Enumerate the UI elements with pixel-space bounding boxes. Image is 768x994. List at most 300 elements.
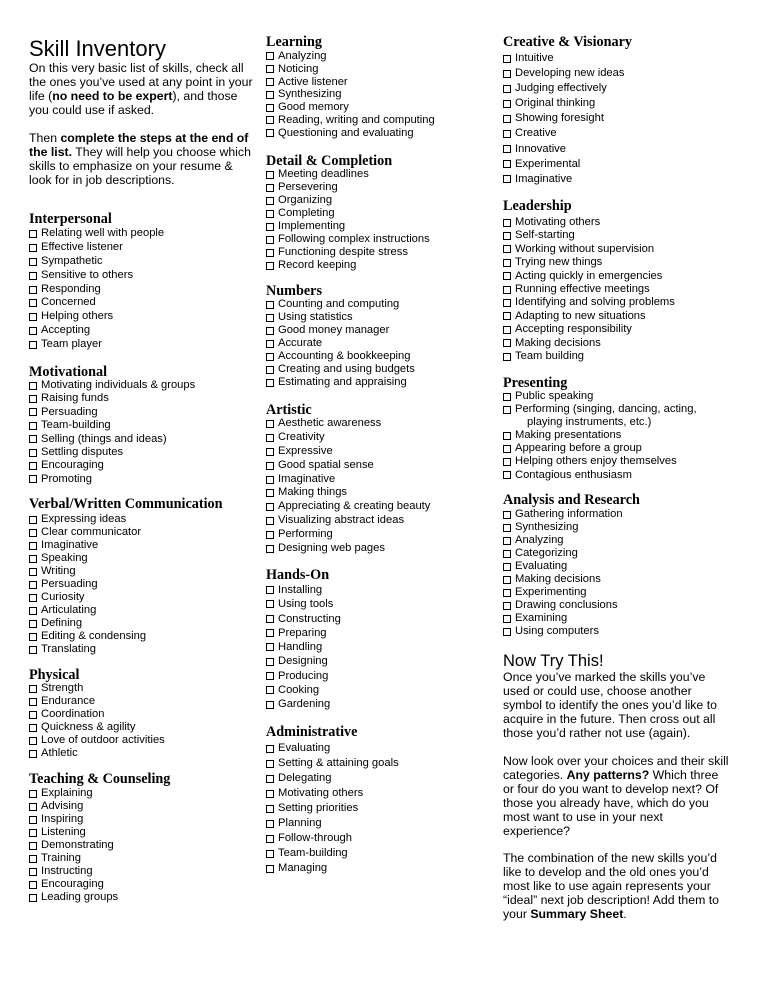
page-title: Skill Inventory (29, 36, 166, 61)
checkbox[interactable] (266, 701, 274, 709)
list-item-label: Sympathetic (41, 254, 103, 267)
checkbox[interactable] (266, 476, 274, 484)
checkbox[interactable] (29, 258, 37, 266)
checkbox[interactable] (266, 531, 274, 539)
list-item (266, 846, 399, 861)
checkbox[interactable] (29, 516, 37, 524)
checkbox[interactable] (29, 272, 37, 280)
checkbox[interactable] (503, 326, 511, 334)
list-item (503, 586, 623, 599)
checkbox[interactable] (503, 406, 511, 414)
list-item (266, 431, 430, 445)
checkbox[interactable] (266, 210, 274, 218)
checkbox[interactable] (29, 620, 37, 628)
list-item-label: Good memory (278, 101, 349, 114)
list-item-label: Visualizing abstract ideas (278, 514, 405, 527)
list-analysis-research (503, 508, 623, 638)
list-item-label: Creative (515, 127, 557, 140)
list-item (29, 826, 118, 839)
checkbox[interactable] (29, 313, 37, 321)
list-item (503, 469, 697, 482)
checkbox[interactable] (29, 542, 37, 550)
checkbox[interactable] (29, 737, 37, 745)
checkbox[interactable] (29, 449, 37, 457)
list-item-label: Handling (278, 641, 323, 654)
checkbox[interactable] (29, 568, 37, 576)
list-item-label: Performing (singing, dancing, acting, (515, 403, 697, 416)
list-item-label: Innovative (515, 142, 566, 155)
list-item-label: Estimating and appraising (278, 376, 407, 388)
checkbox[interactable] (29, 435, 37, 443)
list-item-label: Coordination (41, 708, 105, 720)
checkbox[interactable] (29, 286, 37, 294)
list-item-label: Team player (41, 338, 102, 351)
checkbox[interactable] (29, 462, 37, 470)
checkbox[interactable] (266, 129, 274, 137)
list-item-label: Instructing (41, 865, 93, 877)
list-item-label: Creating and using budgets (278, 363, 415, 375)
list-item-label: Making decisions (515, 336, 601, 349)
checkbox[interactable] (503, 445, 511, 453)
checkbox[interactable] (503, 628, 511, 636)
list-item (29, 565, 146, 578)
section-heading-leadership: Leadership (503, 198, 572, 214)
checkbox[interactable] (266, 586, 274, 594)
checkbox[interactable] (503, 130, 511, 138)
checkbox[interactable] (503, 145, 511, 153)
list-item-label: Noticing (278, 62, 319, 75)
list-item-label: Implementing (278, 220, 346, 232)
list-item-label: Relating well with people (41, 227, 165, 239)
list-item-label: Constructing (278, 612, 341, 625)
list-item-label: Good spatial sense (278, 458, 374, 471)
list-item-label: Concerned (41, 296, 96, 309)
checkbox[interactable] (266, 65, 274, 73)
list-item (503, 323, 675, 336)
checkbox[interactable] (29, 244, 37, 252)
list-item (503, 126, 624, 141)
list-item (503, 521, 623, 534)
checkbox[interactable] (266, 600, 274, 608)
list-item-label: Categorizing (515, 547, 578, 559)
list-item (503, 455, 697, 468)
list-item (503, 508, 623, 521)
list-item (29, 800, 118, 813)
checkbox[interactable] (29, 475, 37, 483)
checkbox[interactable] (503, 458, 511, 466)
list-item (29, 392, 195, 405)
checkbox[interactable] (29, 711, 37, 719)
checkbox[interactable] (503, 175, 511, 183)
checkbox[interactable] (29, 894, 37, 902)
checkbox[interactable] (266, 116, 274, 124)
section-heading-numbers: Numbers (266, 283, 322, 299)
checkbox[interactable] (266, 790, 274, 798)
checkbox[interactable] (503, 100, 511, 108)
list-item-label: Judging effectively (515, 82, 607, 95)
list-item-label: Settling disputes (41, 445, 124, 458)
list-item-label: Self-starting (515, 229, 575, 242)
checkbox[interactable] (29, 422, 37, 430)
list-item-label: Experimenting (515, 586, 587, 598)
list-item-label: Appreciating & creating beauty (278, 500, 431, 513)
list-item (29, 406, 195, 419)
list-item (266, 597, 341, 611)
checkbox[interactable] (503, 353, 511, 361)
checkbox[interactable] (503, 393, 511, 401)
checkbox[interactable] (266, 104, 274, 112)
list-item (266, 756, 399, 771)
checkbox[interactable] (266, 353, 274, 361)
checkbox[interactable] (29, 581, 37, 589)
list-item-label: Functioning despite stress (278, 246, 408, 258)
list-item (266, 101, 435, 114)
checkbox[interactable] (266, 197, 274, 205)
checkbox[interactable] (29, 382, 37, 390)
checkbox[interactable] (29, 790, 37, 798)
list-item (29, 241, 164, 255)
list-item (29, 643, 146, 656)
checkbox[interactable] (29, 829, 37, 837)
list-item (266, 220, 430, 233)
list-item-label: Athletic (41, 747, 78, 759)
list-item-label: Examining (515, 612, 568, 624)
list-item-label: Imaginative (41, 539, 99, 551)
checkbox[interactable] (266, 672, 274, 680)
checkbox[interactable] (266, 805, 274, 813)
list-item (29, 513, 146, 526)
list-item (29, 459, 195, 472)
checkbox[interactable] (266, 835, 274, 843)
list-item (29, 446, 195, 459)
list-item-label: Encouraging (41, 459, 104, 472)
list-item (266, 816, 399, 831)
list-item-label: Preparing (278, 626, 327, 639)
list-item (503, 442, 697, 455)
checkbox[interactable] (266, 503, 274, 511)
list-item-label: Planning (278, 817, 322, 829)
checkbox[interactable] (503, 550, 511, 558)
checkbox[interactable] (503, 245, 511, 253)
checkbox[interactable] (29, 724, 37, 732)
checkbox[interactable] (503, 85, 511, 93)
checkbox[interactable] (503, 55, 511, 63)
checkbox[interactable] (503, 589, 511, 597)
checkbox[interactable] (29, 646, 37, 654)
checkbox[interactable] (266, 223, 274, 231)
checkbox[interactable] (266, 184, 274, 192)
list-item (266, 114, 435, 127)
checkbox[interactable] (29, 555, 37, 563)
checkbox[interactable] (266, 340, 274, 348)
list-item-label: Making presentations (515, 429, 622, 442)
checkbox[interactable] (503, 160, 511, 168)
checkbox[interactable] (29, 685, 37, 693)
checkbox[interactable] (266, 745, 274, 753)
checkbox[interactable] (29, 868, 37, 876)
section-heading-administrative: Administrative (266, 724, 358, 740)
list-item-label: Selling (things and ideas) (41, 432, 167, 445)
list-item-label: Listening (41, 826, 86, 838)
list-item (266, 786, 399, 801)
list-physical (29, 682, 165, 760)
checkbox[interactable] (29, 881, 37, 889)
checkbox[interactable] (29, 395, 37, 403)
list-item-label: Setting priorities (278, 802, 359, 814)
list-item-label: Setting & attaining goals (278, 757, 399, 769)
list-item (503, 229, 675, 242)
list-item-label: Helping others enjoy themselves (515, 455, 677, 468)
list-item-label: Experimental (515, 157, 581, 170)
section-heading-hands-on: Hands-On (266, 567, 330, 583)
list-item (29, 891, 118, 904)
checkbox[interactable] (29, 855, 37, 863)
list-item (266, 500, 430, 514)
checkbox[interactable] (29, 327, 37, 335)
checkbox[interactable] (266, 236, 274, 244)
list-item-label: Team building (515, 349, 585, 362)
checkbox[interactable] (503, 115, 511, 123)
checkbox[interactable] (266, 314, 274, 322)
list-item (29, 878, 118, 891)
list-item-label: Completing (278, 207, 335, 219)
list-leadership (503, 216, 675, 363)
list-item-label: Demonstrating (41, 839, 114, 851)
list-item-label: Encouraging (41, 878, 104, 890)
list-item-label: Performing (278, 528, 333, 541)
list-item-label: Translating (41, 643, 96, 655)
list-item-label: Managing (278, 862, 328, 874)
list-item-label: Team-building (41, 419, 111, 432)
checkbox[interactable] (266, 249, 274, 257)
checkbox[interactable] (266, 489, 274, 497)
checkbox[interactable] (266, 462, 274, 470)
checkbox[interactable] (503, 272, 511, 280)
checkbox[interactable] (503, 299, 511, 307)
checkbox[interactable] (503, 432, 511, 440)
list-item (29, 852, 118, 865)
list-item (29, 539, 146, 552)
list-item (266, 168, 430, 181)
section-heading-artistic: Artistic (266, 402, 312, 418)
section-heading-physical: Physical (29, 667, 80, 683)
checkbox[interactable] (266, 434, 274, 442)
list-item (266, 324, 415, 337)
checkbox[interactable] (266, 420, 274, 428)
list-item-label: Counting and computing (278, 298, 400, 310)
list-item-label: Analyzing (515, 534, 564, 546)
list-item (266, 63, 435, 76)
list-item-label: Questioning and evaluating (278, 126, 414, 139)
list-item-label: Expressing ideas (41, 513, 127, 525)
list-item-label: Accepting responsibility (515, 323, 632, 336)
list-item-label: Endurance (41, 695, 96, 707)
checkbox[interactable] (29, 750, 37, 758)
list-item (266, 311, 415, 324)
list-item-label: Evaluating (515, 560, 568, 572)
checkbox[interactable] (503, 563, 511, 571)
list-creative-visionary (503, 51, 624, 187)
list-item-label: Responding (41, 282, 101, 295)
list-item-label: Installing (278, 584, 323, 596)
checkbox[interactable] (266, 615, 274, 623)
checkbox[interactable] (266, 301, 274, 309)
checkbox[interactable] (29, 594, 37, 602)
checkbox[interactable] (29, 230, 37, 238)
list-item-label: Motivating others (278, 787, 364, 799)
checkbox[interactable] (29, 607, 37, 615)
list-item-label: Follow-through (278, 832, 352, 844)
list-item-label: Effective listener (41, 240, 123, 253)
list-item (266, 486, 430, 500)
list-item (29, 591, 146, 604)
checkbox[interactable] (266, 686, 274, 694)
list-item (503, 243, 675, 256)
list-item-label: Helping others (41, 310, 114, 323)
list-item (29, 379, 195, 392)
list-item (503, 157, 624, 172)
list-item-label: Organizing (278, 194, 333, 206)
checkbox[interactable] (503, 339, 511, 347)
checkbox[interactable] (266, 91, 274, 99)
list-item (503, 599, 623, 612)
list-item-label: Cooking (278, 684, 320, 697)
list-item-label: Persuading (41, 578, 98, 590)
checkbox[interactable] (266, 366, 274, 374)
list-item-label: Writing (41, 565, 76, 577)
section-heading-detail-completion: Detail & Completion (266, 153, 393, 169)
list-item (503, 337, 675, 350)
list-item (266, 801, 399, 816)
checkbox[interactable] (266, 545, 274, 553)
checkbox[interactable] (503, 70, 511, 78)
list-item (29, 255, 164, 269)
list-item (29, 433, 195, 446)
list-item (266, 259, 430, 272)
list-item (29, 296, 164, 310)
checkbox[interactable] (503, 471, 511, 479)
checkbox[interactable] (266, 658, 274, 666)
list-item (29, 865, 118, 878)
checkbox[interactable] (29, 816, 37, 824)
list-item-label: Explaining (41, 787, 93, 799)
list-item-label: playing instruments, etc.) (527, 416, 652, 429)
list-item-label: Using statistics (278, 311, 353, 323)
list-item-label: Curiosity (41, 591, 85, 603)
checkbox[interactable] (266, 820, 274, 828)
checkbox[interactable] (266, 262, 274, 270)
checkbox[interactable] (503, 524, 511, 532)
list-item-label: Meeting deadlines (278, 168, 369, 180)
list-item (503, 403, 697, 416)
checkbox[interactable] (503, 259, 511, 267)
list-item-label: Clear communicator (41, 526, 142, 538)
list-item-label: Gardening (278, 698, 331, 711)
checkbox[interactable] (503, 615, 511, 623)
checkbox[interactable] (266, 327, 274, 335)
list-item (266, 350, 415, 363)
list-item-label: Appearing before a group (515, 442, 642, 455)
list-item-label: Public speaking (515, 390, 594, 402)
now-try-this-heading: Now Try This! (503, 652, 604, 670)
list-item-label: Designing (278, 655, 328, 668)
checkbox[interactable] (29, 529, 37, 537)
checkbox[interactable] (29, 299, 37, 307)
checkbox[interactable] (266, 850, 274, 858)
checkbox[interactable] (266, 629, 274, 637)
checkbox[interactable] (503, 537, 511, 545)
list-item-label: Designing web pages (278, 542, 385, 555)
checkbox[interactable] (266, 643, 274, 651)
list-item (503, 547, 623, 560)
list-item (29, 721, 165, 734)
list-item-label: Synthesizing (278, 88, 342, 101)
checkbox[interactable] (266, 78, 274, 86)
checkbox[interactable] (29, 803, 37, 811)
checkbox[interactable] (266, 52, 274, 60)
checkbox[interactable] (503, 219, 511, 227)
checkbox[interactable] (266, 448, 274, 456)
section-heading-verbal-written: Verbal/Written Communication (29, 496, 223, 512)
list-item (503, 256, 675, 269)
checkbox[interactable] (503, 232, 511, 240)
checkbox[interactable] (266, 171, 274, 179)
checkbox[interactable] (503, 576, 511, 584)
checkbox[interactable] (266, 865, 274, 873)
list-item (266, 246, 430, 259)
list-item (503, 283, 675, 296)
checkbox[interactable] (29, 633, 37, 641)
list-item (503, 296, 675, 309)
checkbox[interactable] (266, 379, 274, 387)
checkbox[interactable] (29, 341, 37, 349)
list-administrative (266, 741, 399, 876)
checkbox[interactable] (503, 602, 511, 610)
list-item (29, 473, 195, 486)
list-item-label: Acting quickly in emergencies (515, 269, 663, 282)
list-item (266, 194, 430, 207)
checkbox[interactable] (29, 408, 37, 416)
list-item (29, 283, 164, 297)
section-heading-teaching-counseling: Teaching & Counseling (29, 771, 171, 787)
checkbox[interactable] (503, 511, 511, 519)
list-item (266, 669, 341, 683)
checkbox[interactable] (266, 517, 274, 525)
now-try-paragraph-2: Now look over your choices and their skill categories. Any patterns? Which three or four do you want to develop next? Of those you already have, which do you most want to use in your next experience? (503, 754, 729, 838)
list-item-label: Using tools (278, 598, 334, 611)
now-try-paragraph-1: Once you’ve marked the skills you’ve used or could use, choose another symbol to identify the ones you’d like to acquire in the future. Then cross out all those you’d rather not use (again). (503, 670, 717, 740)
list-item (266, 445, 430, 459)
list-teaching-counseling (29, 787, 118, 904)
list-item (266, 233, 430, 246)
list-item-label: Advising (41, 800, 84, 812)
list-item (503, 390, 697, 403)
checkbox[interactable] (266, 775, 274, 783)
checkbox[interactable] (29, 842, 37, 850)
list-item (503, 172, 624, 187)
checkbox[interactable] (503, 286, 511, 294)
list-interpersonal (29, 227, 164, 352)
list-item-label: Active listener (278, 75, 348, 88)
checkbox[interactable] (29, 698, 37, 706)
list-item-label: Original thinking (515, 97, 596, 110)
checkbox[interactable] (503, 312, 511, 320)
list-item (266, 363, 415, 376)
list-item-label: Drawing conclusions (515, 599, 618, 611)
section-heading-analysis-research: Analysis and Research (503, 492, 640, 508)
checkbox[interactable] (266, 760, 274, 768)
list-item (266, 459, 430, 473)
